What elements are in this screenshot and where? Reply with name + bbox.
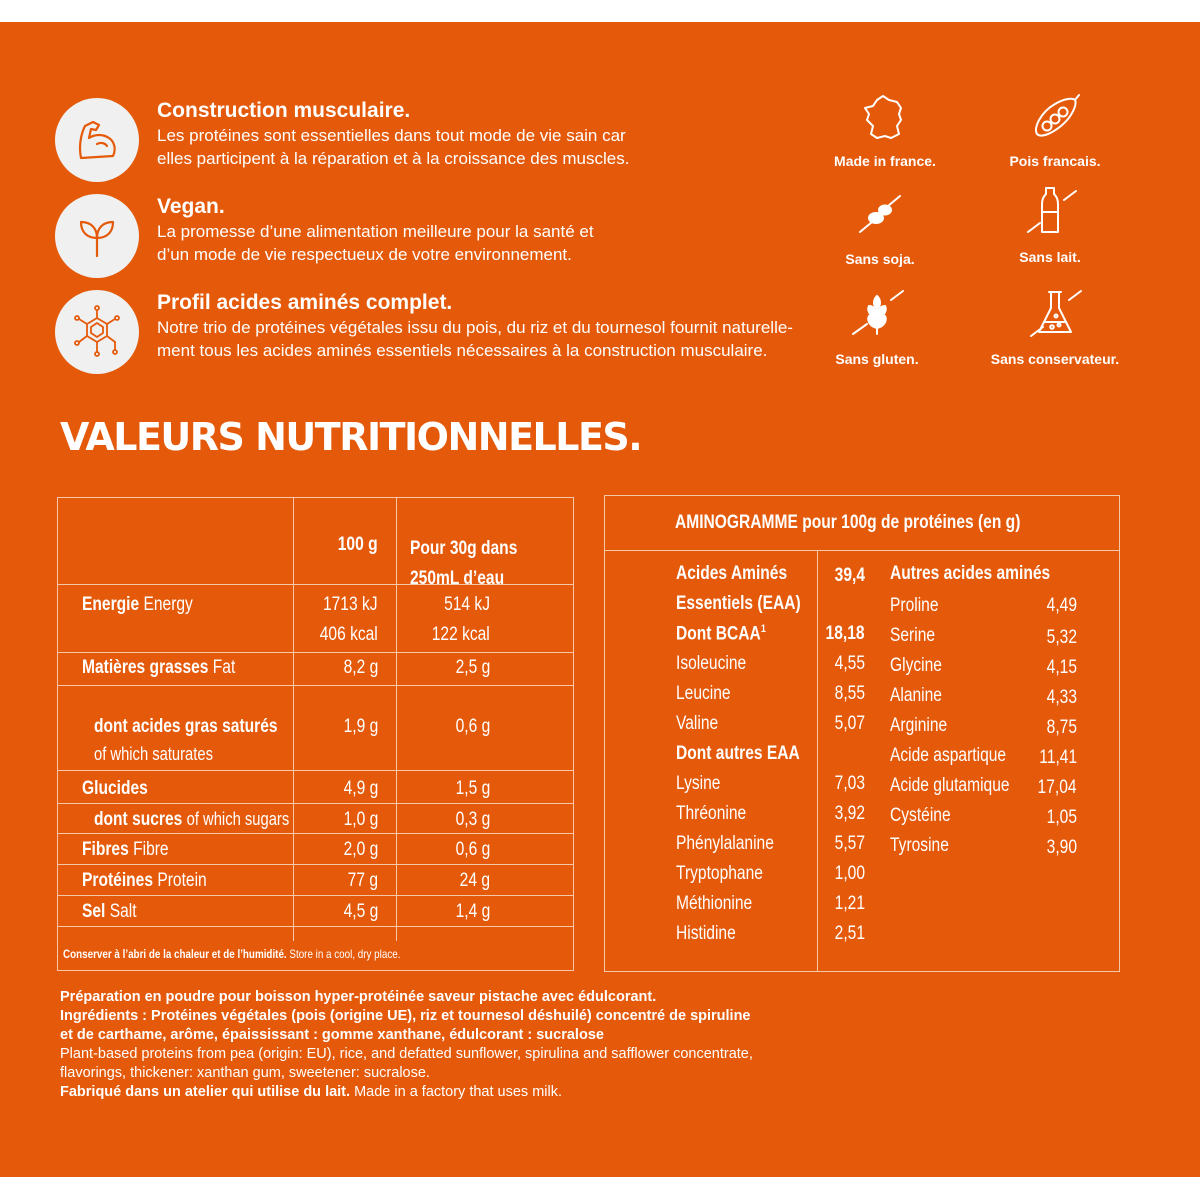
list-item: 4,15 bbox=[1046, 657, 1077, 678]
badge-label: Sans soja. bbox=[845, 251, 915, 267]
list-item: Histidine bbox=[676, 923, 736, 944]
feature-description: Les protéines sont essentielles dans tout mode de vie sain car elles participent à la réparation et à la croissance des muscles. bbox=[157, 126, 630, 168]
pea-pod-icon bbox=[1027, 90, 1083, 146]
list-item: 8,75 bbox=[1046, 717, 1077, 738]
list-item: Valine bbox=[676, 713, 719, 734]
list-item: Thréonine bbox=[676, 803, 747, 824]
list-item: 1,05 bbox=[1046, 807, 1077, 828]
feature-title: Construction musculaire. bbox=[157, 99, 411, 122]
row-divider bbox=[58, 895, 573, 896]
column-header-30g: Pour 30g dans 250mL d’eau bbox=[410, 538, 518, 589]
storage-note: Conserver à l’abri de la chaleur et de l’humidité. Store in a cool, dry place. bbox=[63, 947, 401, 961]
feature-title: Profil acides aminés complet. bbox=[157, 291, 453, 314]
ingredients-en: Plant-based proteins from pea (origin: EU), rice, and defatted sunflower, spirulina and safflower concentrate, flavorings, thickener: xanthan gum, sweetener: sucralose. bbox=[60, 1046, 753, 1081]
badge-label: Sans gluten. bbox=[835, 351, 919, 367]
list-item: 8,55 bbox=[834, 683, 865, 704]
list-item: 4,55 bbox=[834, 653, 865, 674]
label-panel bbox=[0, 22, 1200, 1177]
list-item: 17,04 bbox=[1038, 777, 1077, 798]
badge-label: Pois francais. bbox=[1009, 153, 1101, 169]
list-item: 3,92 bbox=[834, 803, 865, 824]
list-item: Glycine bbox=[890, 655, 942, 676]
row-divider bbox=[58, 652, 573, 653]
muscle-arm-icon bbox=[55, 98, 139, 182]
row-divider bbox=[58, 803, 573, 804]
ingredients-block bbox=[60, 988, 1150, 1102]
bcaa-value: 18,18 bbox=[826, 623, 865, 644]
list-item: 5,57 bbox=[834, 833, 865, 854]
list-item: Serine bbox=[890, 625, 936, 646]
list-item: Phénylalanine bbox=[676, 833, 774, 854]
eaa-value: 39,4 bbox=[834, 565, 865, 586]
badge-no-milk bbox=[960, 182, 1140, 266]
eaa-label: Essentiels (EAA) bbox=[676, 593, 801, 614]
badge-label: Sans conservateur. bbox=[990, 351, 1120, 367]
aminogram-table bbox=[604, 495, 1120, 972]
list-item: Lysine bbox=[676, 773, 721, 794]
badge-label: Sans lait. bbox=[1019, 249, 1081, 265]
list-item: Acide aspartique bbox=[890, 745, 1007, 766]
list-item: Isoleucine bbox=[676, 653, 747, 674]
molecule-icon bbox=[55, 290, 139, 374]
row-divider bbox=[58, 926, 573, 927]
row-divider bbox=[58, 864, 573, 865]
aminogram-title: AMINOGRAMME pour 100g de protéines (en g) bbox=[675, 512, 1021, 533]
list-item: 4,49 bbox=[1046, 595, 1077, 616]
feature-title: Vegan. bbox=[157, 195, 225, 218]
list-item: 1,21 bbox=[834, 893, 865, 914]
list-item: 5,32 bbox=[1046, 627, 1077, 648]
list-item: Cystéine bbox=[890, 805, 951, 826]
others-label: Autres acides aminés bbox=[890, 563, 1051, 584]
other-eaa-label: Dont autres EAA bbox=[676, 743, 800, 764]
column-header-100g: 100 g bbox=[338, 534, 378, 555]
factory-note: Fabriqué dans un atelier qui utilise du lait. Made in a factory that uses milk. bbox=[60, 1084, 562, 1100]
row-divider bbox=[58, 685, 573, 686]
badge-no-preservative bbox=[965, 284, 1145, 368]
list-item: Tyrosine bbox=[890, 835, 949, 856]
list-item: 1,00 bbox=[834, 863, 865, 884]
list-item: Proline bbox=[890, 595, 939, 616]
no-gluten-icon bbox=[847, 284, 907, 344]
no-milk-icon bbox=[1020, 182, 1080, 242]
leaf-sprout-icon bbox=[55, 194, 139, 278]
no-preservative-icon bbox=[1025, 284, 1085, 344]
list-item: Alanine bbox=[890, 685, 942, 706]
row-divider bbox=[58, 833, 573, 834]
list-item: 2,51 bbox=[834, 923, 865, 944]
eaa-label: Acides Aminés bbox=[676, 563, 788, 584]
badge-no-soy bbox=[790, 184, 970, 268]
badge-no-gluten bbox=[787, 284, 967, 368]
badge-label: Made in france. bbox=[834, 153, 936, 169]
list-item: Tryptophane bbox=[676, 863, 763, 884]
list-item: Méthionine bbox=[676, 893, 753, 914]
badge-french-peas bbox=[965, 90, 1145, 170]
ingredients-fr: Ingrédients : Protéines végétales (pois (origine UE), riz et tournesol déshuilé) concentré de spiruline et de carthame, arôme, épaississant : gomme xanthane, édulcorant : sucralose bbox=[60, 1008, 751, 1043]
list-item: Leucine bbox=[676, 683, 731, 704]
row-divider bbox=[605, 550, 1119, 551]
badge-made-in-france bbox=[795, 90, 975, 170]
row-divider bbox=[58, 770, 573, 771]
list-item: 11,41 bbox=[1039, 747, 1077, 768]
list-item: 5,07 bbox=[834, 713, 865, 734]
feature-description: La promesse d’une alimentation meilleure pour la santé et d’un mode de vie respectueux de votre environnement. bbox=[157, 222, 594, 264]
list-item: 3,90 bbox=[1046, 837, 1077, 858]
bcaa-label: Dont BCAA$^1$ bbox=[676, 623, 766, 645]
feature-description: Notre trio de protéines végétales issu du pois, du riz et du tournesol fournit naturelle- ment tous les acides aminés essentiels nécessaires à la construction musculaire. bbox=[157, 318, 793, 360]
nutrition-table: 100 g Pour 30g dans 250mL d’eau Energie Energy 1713 kJ 514 kJ 406 kcal 122 kcal Matières grasses Fat 8,2 g 2,5 g dont acides gras saturés 1,9 g 0,6 g of which saturates Glucides 4,9 g 1,5 g dont sucres of which sugars 1,0 g 0,3 g Fibres Fibre 2,0 g 0,6 g Protéines Protein 77 g 24 g Sel Salt 4,5 g 1,4 g Conserver à l’abri de la chaleur et de l’humidité. Store in a cool, dry place. bbox=[57, 497, 574, 971]
list-item: 7,03 bbox=[834, 773, 865, 794]
section-title: VALEURS NUTRITIONNELLES. bbox=[60, 415, 642, 459]
france-map-icon bbox=[857, 90, 913, 146]
no-soy-icon bbox=[850, 184, 910, 244]
list-item: Acide glutamique bbox=[890, 775, 1010, 796]
list-item: Arginine bbox=[890, 715, 948, 736]
product-description: Préparation en poudre pour boisson hyper-protéinée saveur pistache avec édulcorant. bbox=[60, 989, 657, 1005]
column-divider bbox=[396, 498, 397, 941]
list-item: 4,33 bbox=[1046, 687, 1077, 708]
